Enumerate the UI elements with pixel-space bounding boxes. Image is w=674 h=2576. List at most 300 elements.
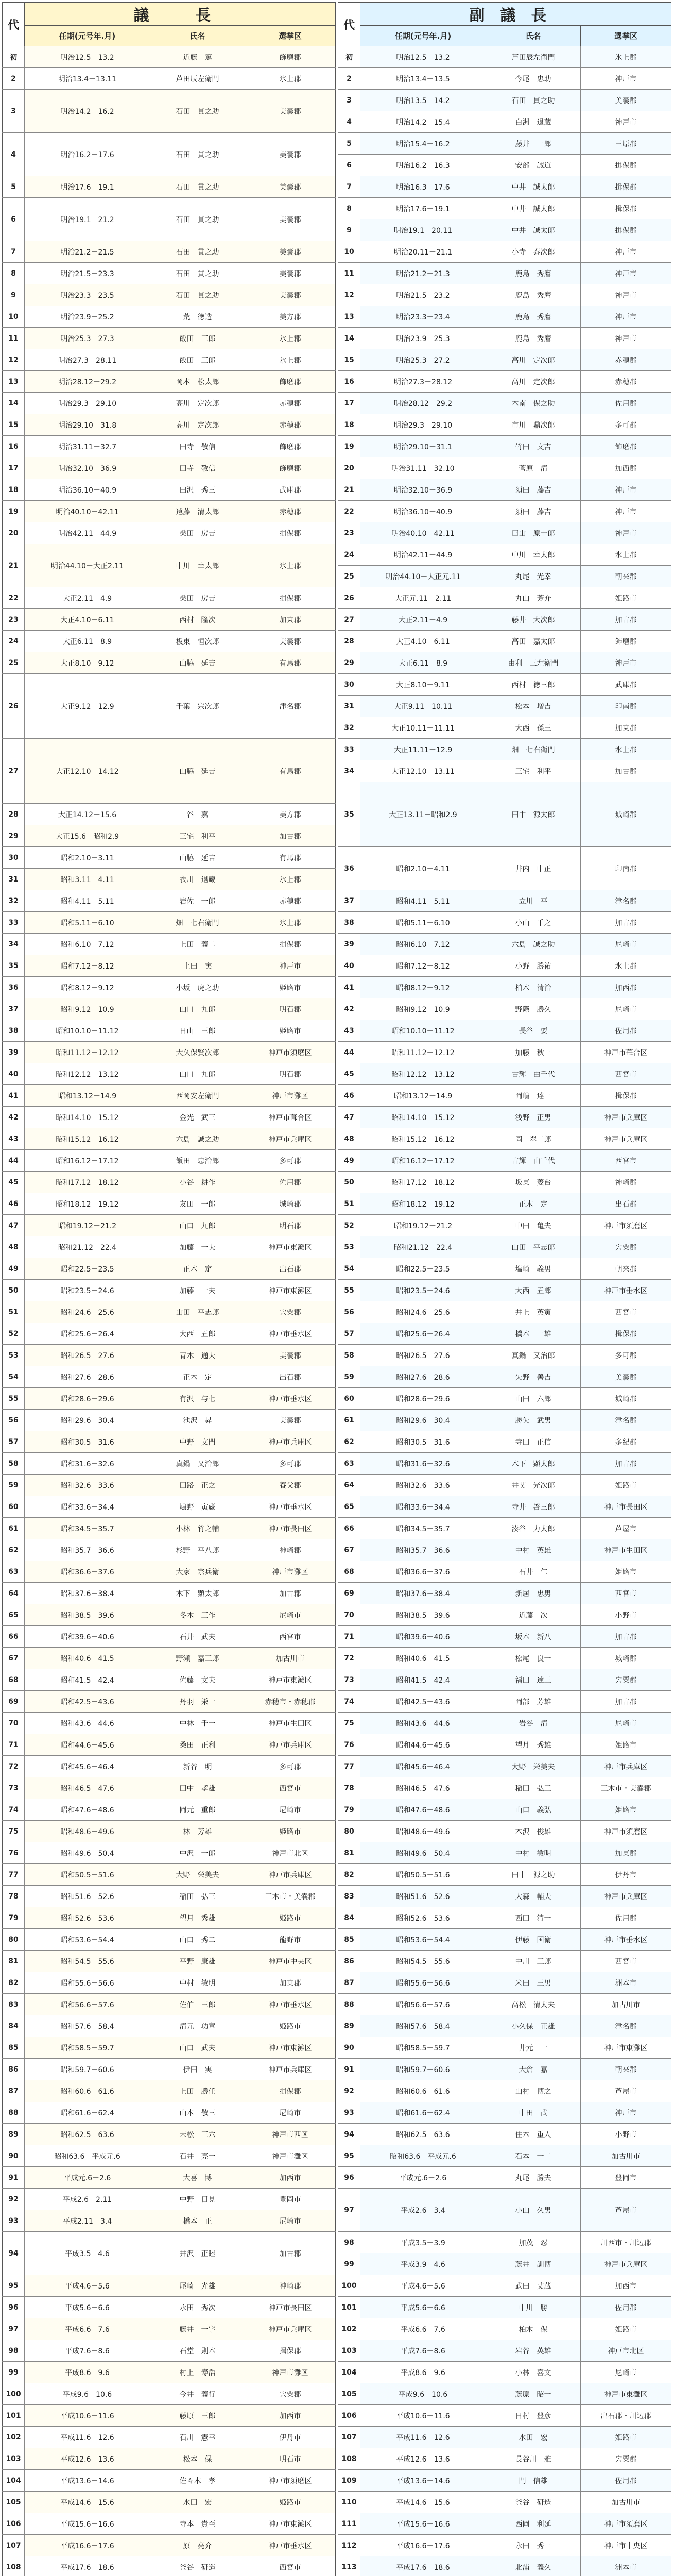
row-number: 70 xyxy=(2,1713,25,1734)
row-number: 3 xyxy=(338,90,360,111)
table-row xyxy=(338,977,671,998)
table-row xyxy=(2,1172,336,1193)
row-term: 明治27.3－28.12 xyxy=(360,371,486,392)
row-term: 昭和63.6－平成元.6 xyxy=(360,2145,486,2166)
column-header-name: 氏名 xyxy=(150,26,245,46)
table-row xyxy=(338,1604,671,1626)
row-name: 尾崎 光雄 xyxy=(150,2275,245,2296)
row-district: 神戸市灘区 xyxy=(245,1561,336,1582)
row-district: 多可郡 xyxy=(245,1756,336,1777)
row-name: 古輝 由千代 xyxy=(486,1150,581,1171)
column-header-term: 任期(元号年.月) xyxy=(25,26,150,46)
row-name: 山村 博之 xyxy=(486,2080,581,2102)
row-district: 城崎郡 xyxy=(581,782,671,846)
row-number: 5 xyxy=(2,176,25,197)
row-number: 88 xyxy=(338,1994,360,2015)
row-term: 昭和8.12－9.12 xyxy=(360,977,486,998)
table-row xyxy=(2,371,336,393)
table-row xyxy=(338,609,671,631)
row-district: 佐用郡 xyxy=(581,1020,671,1041)
row-name: 桑田 正利 xyxy=(150,1734,245,1755)
table-row xyxy=(338,1193,671,1215)
row-number: 87 xyxy=(338,1972,360,1993)
row-term: 平成元.6－2.6 xyxy=(25,2167,150,2188)
row-district: 印南郡 xyxy=(581,847,671,890)
row-name: 白洲 退蔵 xyxy=(486,111,581,132)
row-term: 昭和4.11－5.11 xyxy=(25,890,150,911)
row-term: 大正6.11－8.9 xyxy=(25,631,150,652)
row-district: 美嚢郡 xyxy=(245,1345,336,1366)
row-name: 新居 忠男 xyxy=(486,1583,581,1604)
table-row xyxy=(2,674,336,739)
row-district: 朝来郡 xyxy=(581,1258,671,1279)
row-term: 昭和42.5－43.6 xyxy=(25,1691,150,1712)
column-header-no: 代 xyxy=(2,2,25,46)
row-term: 昭和61.6－62.4 xyxy=(360,2102,486,2123)
row-term: 昭和14.10－15.12 xyxy=(25,1107,150,1128)
row-number: 7 xyxy=(2,241,25,262)
row-number: 21 xyxy=(2,544,25,587)
row-number: 41 xyxy=(2,1085,25,1106)
table-row xyxy=(338,1518,671,1539)
row-term: 昭和51.6－52.6 xyxy=(360,1886,486,1907)
row-number: 97 xyxy=(2,2318,25,2340)
row-name: 荒 徳造 xyxy=(150,306,245,327)
row-name: 大西 孫三 xyxy=(486,717,581,738)
row-term: 明治19.1－20.11 xyxy=(360,219,486,241)
row-district: 神戸市東灘区 xyxy=(581,2037,671,2058)
row-district: 加古郡 xyxy=(581,1453,671,1474)
row-name: 塩崎 義男 xyxy=(486,1258,581,1279)
column-header-name: 氏名 xyxy=(486,26,581,46)
row-term: 明治28.12－29.2 xyxy=(25,371,150,392)
row-term: 昭和27.6－28.6 xyxy=(25,1366,150,1387)
row-name: 石田 貫之助 xyxy=(150,176,245,197)
row-number: 53 xyxy=(338,1236,360,1258)
table-row xyxy=(2,2015,336,2037)
row-term: 明治29.3－29.10 xyxy=(360,414,486,435)
row-term: 平成3.5－4.6 xyxy=(25,2232,150,2275)
row-district: 神戸市葺合区 xyxy=(581,1042,671,1063)
row-name: 石井 武夫 xyxy=(150,1626,245,1647)
row-number: 42 xyxy=(338,998,360,1020)
table-row xyxy=(338,2253,671,2275)
table-row xyxy=(2,457,336,479)
table-row xyxy=(2,1756,336,1777)
row-name: 西岡 利延 xyxy=(486,2513,581,2534)
row-number: 18 xyxy=(2,479,25,500)
row-district: 川西市・川辺郡 xyxy=(581,2232,671,2253)
row-number: 67 xyxy=(338,1539,360,1561)
row-district: 神戸市中央区 xyxy=(581,2535,671,2556)
row-district: 豊岡市 xyxy=(245,2189,336,2210)
row-number: 76 xyxy=(338,1734,360,1755)
row-district: 加西郡 xyxy=(581,457,671,479)
row-name: 石本 一二 xyxy=(486,2145,581,2166)
row-district: 神戸市北区 xyxy=(581,2340,671,2361)
row-term: 昭和43.6－44.6 xyxy=(360,1713,486,1734)
table-row xyxy=(2,609,336,631)
row-name: 西村 徳三郎 xyxy=(486,674,581,695)
row-term: 昭和17.12－18.12 xyxy=(25,1172,150,1193)
row-name: 田中 孝雄 xyxy=(150,1777,245,1799)
row-number: 31 xyxy=(338,696,360,717)
row-term: 明治16.2－17.6 xyxy=(25,133,150,176)
row-number: 13 xyxy=(338,306,360,327)
row-number: 80 xyxy=(2,1929,25,1950)
row-name: 中林 千一 xyxy=(150,1713,245,1734)
row-name: 池沢 昇 xyxy=(150,1410,245,1431)
row-term: 明治32.10－36.9 xyxy=(25,457,150,479)
row-name: 鹿島 秀麿 xyxy=(486,263,581,284)
row-number: 70 xyxy=(338,1604,360,1625)
row-number: 38 xyxy=(2,1020,25,1041)
row-number: 95 xyxy=(338,2145,360,2166)
row-number: 79 xyxy=(338,1799,360,1820)
row-number: 90 xyxy=(338,2037,360,2058)
table-row xyxy=(338,717,671,739)
row-number: 10 xyxy=(338,241,360,262)
row-number: 51 xyxy=(338,1193,360,1214)
table-row xyxy=(2,2189,336,2210)
row-term: 昭和24.6－25.6 xyxy=(25,1301,150,1323)
column-header-district: 選挙区 xyxy=(245,26,336,46)
row-name: 石堂 則本 xyxy=(150,2340,245,2361)
row-district: 神戸市須磨区 xyxy=(581,2513,671,2534)
row-name: 石田 貫之助 xyxy=(486,90,581,111)
row-district: 赤穂郡 xyxy=(245,890,336,911)
table-row xyxy=(338,1410,671,1431)
row-term: 平成17.6－18.6 xyxy=(360,2556,486,2576)
row-name: 中村 敏明 xyxy=(150,1972,245,1993)
row-name: 中川 幸太郎 xyxy=(150,544,245,587)
table-row xyxy=(338,1063,671,1085)
row-name: 坂本 新八 xyxy=(486,1626,581,1647)
row-term: 平成3.9－4.6 xyxy=(360,2253,486,2275)
row-term: 昭和56.6－57.6 xyxy=(360,1994,486,2015)
row-term: 平成13.6－14.6 xyxy=(360,2470,486,2491)
table-row xyxy=(2,1886,336,1907)
row-district: 美嚢郡 xyxy=(245,90,336,132)
row-district: 姫路市 xyxy=(581,1475,671,1496)
row-number: 20 xyxy=(338,457,360,479)
row-name: 山口 秀二 xyxy=(150,1929,245,1950)
row-term: 大正8.10－9.12 xyxy=(25,652,150,673)
table-row xyxy=(338,544,671,566)
row-term: 昭和30.5－31.6 xyxy=(360,1431,486,1452)
table-row xyxy=(338,1539,671,1561)
table-row xyxy=(2,1842,336,1864)
table-row xyxy=(338,1561,671,1583)
row-name: 釜谷 研造 xyxy=(486,2492,581,2513)
row-number: 23 xyxy=(338,522,360,544)
row-term: 平成10.6－11.6 xyxy=(25,2405,150,2426)
row-term: 昭和56.6－57.6 xyxy=(25,1994,150,2015)
table-row xyxy=(2,804,336,825)
row-number: 77 xyxy=(338,1756,360,1777)
row-number: 81 xyxy=(2,1951,25,1972)
row-number: 27 xyxy=(338,609,360,630)
row-number: 58 xyxy=(338,1345,360,1366)
row-district: 神戸市兵庫区 xyxy=(581,1756,671,1777)
table-row xyxy=(2,2405,336,2427)
table-row xyxy=(2,934,336,955)
row-district: 神戸市兵庫区 xyxy=(245,2059,336,2080)
table-row xyxy=(338,111,671,133)
row-district: 明石郡 xyxy=(245,1063,336,1084)
row-term: 昭和62.5－63.6 xyxy=(360,2124,486,2145)
row-term: 昭和58.5－59.7 xyxy=(25,2037,150,2058)
row-number: 33 xyxy=(2,912,25,933)
table-row xyxy=(2,739,336,804)
row-district: 加古川市 xyxy=(245,1648,336,1669)
table-row xyxy=(2,955,336,977)
row-district: 西宮市 xyxy=(581,1301,671,1323)
row-name: 丹羽 栄一 xyxy=(150,1691,245,1712)
row-district: 明石郡 xyxy=(245,998,336,1020)
row-term: 明治36.10－40.9 xyxy=(360,501,486,522)
table-row xyxy=(338,1431,671,1453)
row-term: 昭和13.12－14.9 xyxy=(25,1085,150,1106)
row-number: 25 xyxy=(2,652,25,673)
row-number: 35 xyxy=(338,782,360,846)
row-district: 飾磨郡 xyxy=(245,457,336,479)
row-name: 桑田 房吉 xyxy=(150,587,245,608)
row-number: 88 xyxy=(2,2102,25,2123)
table-row xyxy=(338,1691,671,1713)
row-name: 勝矢 武男 xyxy=(486,1410,581,1431)
row-term: 昭和59.7－60.6 xyxy=(360,2059,486,2080)
column-header-district: 選挙区 xyxy=(581,26,671,46)
row-term: 昭和28.6－29.6 xyxy=(25,1388,150,1409)
table-row xyxy=(2,1583,336,1604)
row-district: 神戸市 xyxy=(581,284,671,306)
row-number: 54 xyxy=(2,1366,25,1387)
table-row xyxy=(338,1128,671,1150)
row-number: 58 xyxy=(2,1453,25,1474)
row-term: 昭和32.6－33.6 xyxy=(360,1475,486,1496)
table-row xyxy=(338,176,671,198)
row-term: 昭和40.6－41.5 xyxy=(25,1648,150,1669)
row-number: 79 xyxy=(2,1907,25,1928)
row-number: 4 xyxy=(338,111,360,132)
row-name: 市川 鼎次郎 xyxy=(486,414,581,435)
table-row xyxy=(2,2492,336,2513)
row-name: 木南 保之助 xyxy=(486,393,581,414)
row-number: 93 xyxy=(2,2210,25,2231)
row-district: 西宮市 xyxy=(581,1951,671,1972)
table-row xyxy=(338,219,671,241)
row-number: 102 xyxy=(2,2427,25,2448)
row-number: 60 xyxy=(2,1496,25,1517)
row-district: 神戸市 xyxy=(581,479,671,500)
table-row xyxy=(2,847,336,869)
row-term: 昭和47.6－48.6 xyxy=(25,1799,150,1820)
row-name: 武田 丈蔵 xyxy=(486,2275,581,2296)
row-name: 三宅 利平 xyxy=(150,825,245,846)
row-name: 田寺 敬信 xyxy=(150,457,245,479)
row-name: 中川 幸太郎 xyxy=(486,544,581,565)
row-term: 昭和33.6－34.4 xyxy=(360,1496,486,1517)
row-number: 110 xyxy=(338,2492,360,2513)
table-row xyxy=(2,2102,336,2124)
row-district: 龍野市 xyxy=(245,1929,336,1950)
row-name: 長谷 要 xyxy=(486,1020,581,1041)
row-number: 56 xyxy=(2,1410,25,1431)
row-term: 昭和40.6－41.5 xyxy=(360,1648,486,1669)
table-row xyxy=(338,2167,671,2189)
row-term: 平成12.6－13.6 xyxy=(25,2448,150,2469)
row-district: 神戸市兵庫区 xyxy=(581,1128,671,1149)
row-term: 昭和54.5－55.6 xyxy=(360,1951,486,1972)
table-title: 副議長 xyxy=(360,2,671,26)
table-row xyxy=(2,1280,336,1301)
row-name: 畑 七右衛門 xyxy=(150,912,245,933)
row-name: 飯田 三郎 xyxy=(150,328,245,349)
table-row xyxy=(2,2470,336,2492)
row-number: 111 xyxy=(338,2513,360,2534)
row-term: 平成4.6－5.6 xyxy=(25,2275,150,2296)
row-term: 昭和45.6－46.4 xyxy=(25,1756,150,1777)
row-number: 14 xyxy=(338,328,360,349)
row-term: 明治25.3－27.3 xyxy=(25,328,150,349)
table-row xyxy=(338,241,671,263)
row-number: 29 xyxy=(2,825,25,846)
row-name: 井上 英寅 xyxy=(486,1301,581,1323)
row-district: 芦屋市 xyxy=(581,2189,671,2231)
row-district: 西宮市 xyxy=(245,1777,336,1799)
row-number: 25 xyxy=(338,566,360,587)
table-row xyxy=(2,912,336,934)
row-number: 11 xyxy=(2,328,25,349)
row-number: 9 xyxy=(338,219,360,241)
row-district: 美方郡 xyxy=(245,306,336,327)
row-name: 飯田 三郎 xyxy=(150,349,245,370)
row-district: 有馬郡 xyxy=(245,847,336,868)
row-district: 神戸市 xyxy=(245,955,336,976)
row-name: 上田 勝任 xyxy=(150,2080,245,2102)
row-district: 明石市 xyxy=(245,2448,336,2469)
row-term: 昭和60.6－61.6 xyxy=(360,2080,486,2102)
table-row xyxy=(338,1583,671,1604)
row-number: 44 xyxy=(338,1042,360,1063)
row-term: 昭和43.6－44.6 xyxy=(25,1713,150,1734)
row-term: 大正12.10－14.12 xyxy=(25,739,150,803)
row-number: 55 xyxy=(338,1280,360,1301)
table-row xyxy=(338,1020,671,1042)
row-term: 昭和49.6－50.4 xyxy=(25,1842,150,1863)
row-term: 昭和32.6－33.6 xyxy=(25,1475,150,1496)
table-title: 議 長 xyxy=(25,2,336,26)
table-row xyxy=(2,1907,336,1929)
row-number: 69 xyxy=(338,1583,360,1604)
table-row xyxy=(2,1431,336,1453)
row-term: 昭和18.12－19.12 xyxy=(360,1193,486,1214)
row-number: 初 xyxy=(338,46,360,67)
table-row xyxy=(2,1604,336,1626)
table-row xyxy=(338,2362,671,2383)
table-row xyxy=(2,1821,336,1842)
table-row xyxy=(338,1366,671,1388)
row-name: 小林 竹之輔 xyxy=(150,1518,245,1539)
row-number: 77 xyxy=(2,1864,25,1885)
row-term: 昭和7.12－8.12 xyxy=(360,955,486,976)
row-number: 53 xyxy=(2,1345,25,1366)
row-district: 加古郡 xyxy=(581,609,671,630)
row-name: 野際 勝久 xyxy=(486,998,581,1020)
row-district: 三原郡 xyxy=(581,133,671,154)
row-number: 106 xyxy=(338,2405,360,2426)
row-number: 47 xyxy=(2,1215,25,1236)
row-district: 尼崎市 xyxy=(245,1799,336,1820)
row-number: 17 xyxy=(338,393,360,414)
table-row xyxy=(2,1518,336,1539)
row-district: 神戸市 xyxy=(581,263,671,284)
row-name: 松本 保 xyxy=(150,2448,245,2469)
row-district: 神戸市東灘区 xyxy=(245,1236,336,1258)
row-term: 昭和8.12－9.12 xyxy=(25,977,150,998)
row-term: 昭和29.6－30.4 xyxy=(360,1410,486,1431)
row-number: 34 xyxy=(338,760,360,782)
row-name: 加藤 一夫 xyxy=(150,1236,245,1258)
row-term: 昭和6.10－7.12 xyxy=(25,934,150,955)
row-term: 昭和23.5－24.6 xyxy=(360,1280,486,1301)
table-row xyxy=(338,2513,671,2535)
page xyxy=(2,2,671,2576)
row-term: 昭和22.5－23.5 xyxy=(25,1258,150,1279)
table-row xyxy=(338,46,671,68)
row-term: 明治12.5－13.2 xyxy=(25,46,150,67)
row-name: 西岡安左衛門 xyxy=(150,1085,245,1106)
row-district: 佐用郡 xyxy=(581,393,671,414)
row-district: 多可郡 xyxy=(581,1345,671,1366)
row-number: 28 xyxy=(2,804,25,825)
row-name: 藤原 三郎 xyxy=(150,2405,245,2426)
row-name: 浅野 正男 xyxy=(486,1107,581,1128)
row-district: 神戸市垂水区 xyxy=(245,1388,336,1409)
row-term: 明治21.2－21.5 xyxy=(25,241,150,262)
row-term: 昭和19.12－21.2 xyxy=(360,1215,486,1236)
row-district: 加西市 xyxy=(581,2275,671,2296)
row-district: 津名郡 xyxy=(581,1410,671,1431)
row-term: 昭和49.6－50.4 xyxy=(360,1842,486,1863)
row-number: 90 xyxy=(2,2145,25,2166)
table-row xyxy=(2,977,336,998)
row-district: 姫路市 xyxy=(245,2015,336,2037)
row-district: 氷上郡 xyxy=(581,46,671,67)
row-number: 61 xyxy=(338,1410,360,1431)
row-term: 平成2.11－3.4 xyxy=(25,2210,150,2231)
row-name: 井内 中正 xyxy=(486,847,581,890)
row-name: 岩佐 一郎 xyxy=(150,890,245,911)
row-district: 宍粟郡 xyxy=(245,1301,336,1323)
row-name: 高川 定次郎 xyxy=(150,393,245,414)
table-row xyxy=(338,782,671,847)
table-row xyxy=(338,2232,671,2253)
row-number: 31 xyxy=(2,869,25,890)
row-number: 41 xyxy=(338,977,360,998)
row-name: 小谷 耕作 xyxy=(150,1172,245,1193)
row-district: 出石郡 xyxy=(245,1258,336,1279)
row-number: 30 xyxy=(338,674,360,695)
row-name: 寺井 啓三郎 xyxy=(486,1496,581,1517)
table-row xyxy=(338,2556,671,2576)
row-name: 小坂 虎之助 xyxy=(150,977,245,998)
row-district: 佐用郡 xyxy=(245,1172,336,1193)
table-row xyxy=(2,263,336,284)
row-name: 中川 三郎 xyxy=(486,1951,581,1972)
row-name: 山口 九郎 xyxy=(150,1215,245,1236)
